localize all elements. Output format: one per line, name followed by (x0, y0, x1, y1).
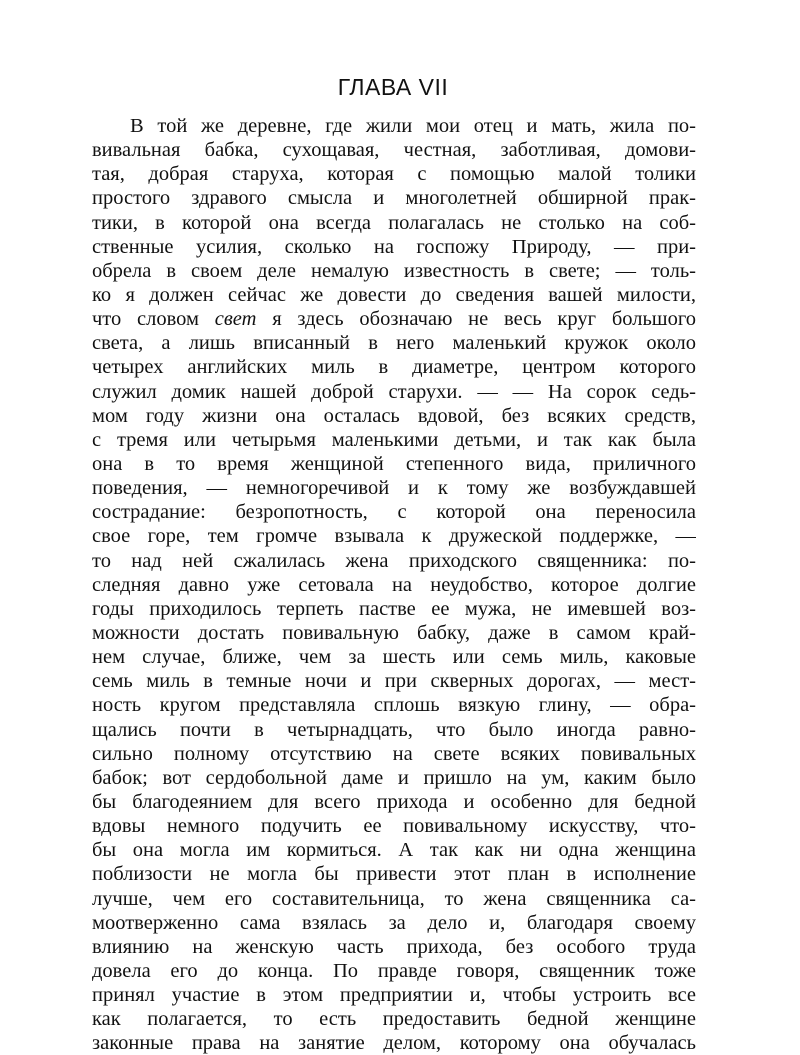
text-line: бабок; вот сердобольной даме и пришло на ум, каким было (92, 766, 696, 789)
text-line (92, 307, 696, 331)
text-line: простого здравого смысла и многолетней обширной прак- (92, 187, 696, 210)
text-line: довела его до конца. По правде говоря, священник тоже (92, 959, 696, 982)
text-line: влиянию на женскую часть прихода, без особого труда (92, 935, 696, 958)
text-line: с тремя или четырьмя маленькими детьми, и так как была (92, 428, 696, 451)
text-line: свое горе, тем громче взывала к дружеской поддержке, — (92, 525, 696, 548)
text-line: мом году жизни она осталась вдовой, без всяких средств, (92, 404, 696, 427)
text-fragment: я здесь обозначаю не весь круг большого (256, 308, 696, 331)
text-line: щались почти в четырнадцать, что было иногда равно- (92, 718, 696, 741)
text-line: В той же деревне, где жили мои отец и мать, жила по- (130, 115, 696, 137)
text-line: света, а лишь вписанный в него маленький кружок около (92, 332, 696, 355)
text-line: поблизости не могла бы привести этот план в исполнение (92, 863, 696, 886)
chapter-title: ГЛАВА VII (337, 74, 449, 100)
text-line: то над ней сжалилась жена приходского священника: по- (92, 549, 696, 572)
text-line: обрела в своем деле немалую известность в свете; — толь- (92, 259, 696, 282)
text-line: годы приходилось терпеть пастве ее мужа, не имевшей воз- (92, 597, 696, 620)
text-line: бы благодеянием для всего прихода и особенно для бедной (92, 790, 696, 813)
text-line: служил домик нашей доброй старухи. — — На сорок седь- (92, 380, 696, 403)
text-line: можности достать повивальную бабку, даже в самом край- (92, 621, 696, 644)
text-line: сострадание: безропотность, с которой она переносила (92, 501, 696, 524)
text-line: сильно полному отсутствию на свете всяких повивальных (92, 742, 696, 765)
text-line: вивальная бабка, сухощавая, честная, заботливая, домови- (92, 139, 696, 162)
text-line: лучше, чем его составительница, то жена священника са- (92, 887, 696, 910)
text-line: законные права на занятие делом, которому она обучалась (92, 1032, 696, 1055)
text-line: ко я должен сейчас же довести до сведения вашей милости, (92, 283, 696, 306)
text-line: ность кругом представляла сплошь вязкую глину, — обра- (92, 694, 696, 717)
text-line: тики, в которой она всегда полагалась не столько на соб- (92, 211, 696, 234)
text-line: поведения, — немногоречивой и к тому же возбуждавшей (92, 477, 696, 500)
chapter-body-text (92, 114, 696, 1055)
text-fragment: что словом (92, 308, 215, 331)
text-line: вдовы немного подучить ее повивальному искусству, что- (92, 815, 696, 838)
text-line: она в то время женщиной степенного вида, приличного (92, 452, 696, 475)
text-line: тая, добрая старуха, которая с помощью малой толики (92, 163, 696, 186)
text-line: ственные усилия, сколько на госпожу Природу, — при- (92, 235, 696, 258)
text-line: нем случае, ближе, чем за шесть или семь миль, каковые (92, 646, 696, 669)
text-line: следняя давно уже сетовала на неудобство, которое долгие (92, 573, 696, 596)
text-line: моотверженно сама взялась за дело и, благодаря своему (92, 911, 696, 934)
text-line: семь миль в темные ночи и при скверных дорогах, — мест- (92, 670, 696, 693)
text-line: принял участие в этом предприятии и, чтобы устроить все (92, 984, 696, 1007)
italic-word: свет (214, 308, 257, 331)
text-line: четырех английских миль в диаметре, центром которого (92, 356, 696, 379)
text-line: как полагается, то есть предоставить бедной женщине (92, 1008, 696, 1031)
text-line: бы она могла им кормиться. А так как ни одна женщина (92, 839, 696, 862)
